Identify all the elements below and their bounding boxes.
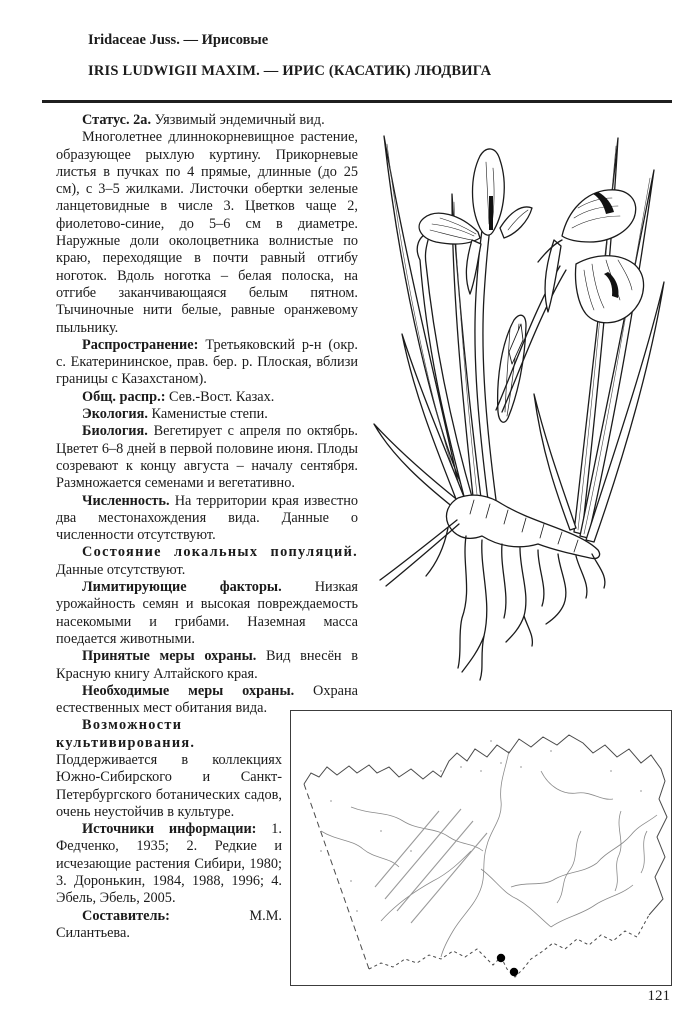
paragraph-label: Биология. xyxy=(82,423,148,440)
paragraph-text: Сев.-Вост. Казах. xyxy=(165,388,275,405)
paragraph-label: Составитель: xyxy=(82,907,170,924)
species-title: IRIS LUDWIGII MAXIM. — ИРИС (КАСАТИК) ЛЮДВИГА xyxy=(88,63,492,79)
paragraph-text: Данные отсутствуют. xyxy=(56,561,186,578)
paragraph-text: На территории края известно два местонахождения вида. Данные о численности отсутствуют. xyxy=(56,492,358,544)
paragraph-label: Статус. 2а. xyxy=(82,112,152,128)
paragraph-text: Поддерживается в коллекциях Южно-Сибирского и Санкт-Петербургского ботанических садов, очень неустойчив в культуре. xyxy=(56,751,282,820)
page-header xyxy=(88,32,491,80)
paragraph-text: Низкая урожайность семян и высокая повреждаемость насекомыми и грибами. Наземная масса поедается животными. xyxy=(56,579,358,647)
paragraph-text: 1. Федченко, 1935; 2. Редкие и исчезающие растения Сибири, 1980; 3. Доронькин, 1984, 1988, 1996; 4. Эбель, Эбель, 2005. xyxy=(56,821,282,907)
paragraph-text: Третьяковский р-н (окр. с. Екатерининское, прав. бер. р. Плоская, вблизи границы с Казахстаном). xyxy=(56,336,358,388)
paragraph-text: М.М. Силантьева. xyxy=(56,907,282,941)
paragraph-label: Состояние локальных популяций. xyxy=(82,544,358,561)
location-marker xyxy=(497,954,505,962)
paragraph-label: Принятые меры охраны. xyxy=(82,648,257,665)
header-rule xyxy=(42,100,672,103)
altai-map-drawing xyxy=(291,711,671,985)
paragraph-text: Уязвимый эндемичный вид. xyxy=(151,112,325,128)
paragraph-label: Возможности культивирования. xyxy=(56,717,196,751)
paragraph-label: Необходимые меры охраны. xyxy=(82,682,295,699)
paragraph-label: Численность. xyxy=(82,492,170,509)
article-body xyxy=(56,112,672,986)
paragraph-label: Распространение: xyxy=(82,336,199,353)
paragraph-label: Лимитирующие факторы. xyxy=(82,579,282,596)
iris-illustration xyxy=(362,112,672,706)
paragraph-text: Каменистые степи. xyxy=(147,406,268,423)
location-marker xyxy=(510,968,518,976)
paragraph-label: Источники информации: xyxy=(82,821,257,838)
family-title: Iridaceae Juss. — Ирисовые xyxy=(88,32,269,48)
paragraph-text: Охрана естественных мест обитания вида. xyxy=(56,682,358,717)
paragraph-text: Вегетирует с апреля по октябрь. Цветет 6–8 дней в первой половине июня. Плоды созревают к концу августа – началу сентября. Размножается семенами и вегетативно. xyxy=(56,423,358,492)
paragraph-text: Многолетнее длиннокорневищное растение, образующее рыхлую куртину. Прикорневые листья в пучках по 4 прямые, длинные (до 25 см), с 3–5 жилками. Листочки обертки зеленые ланцетовидные в числе 3. Цветков чаще 2, фиолетово-синие, до 5–6 см в диаметре. Наружные доли околоцветника волнистые по краю, переходящие в почти равный отгибу ноготок. Вдоль ноготка – белая полоска, на отгибе заканчивающаяся белым пятном. Тычиночные нити белые, равные оранжевому пыльнику. xyxy=(56,129,358,336)
paragraph-text: Вид внесён в Красную книгу Алтайского края. xyxy=(56,648,358,682)
page-number: 121 xyxy=(647,988,670,1004)
location-markers xyxy=(497,954,518,976)
paragraph-label: Экология. xyxy=(82,406,148,423)
paragraph-label: Общ. распр.: xyxy=(82,388,166,405)
iris-line-drawing xyxy=(362,112,672,706)
distribution-map xyxy=(290,710,672,986)
